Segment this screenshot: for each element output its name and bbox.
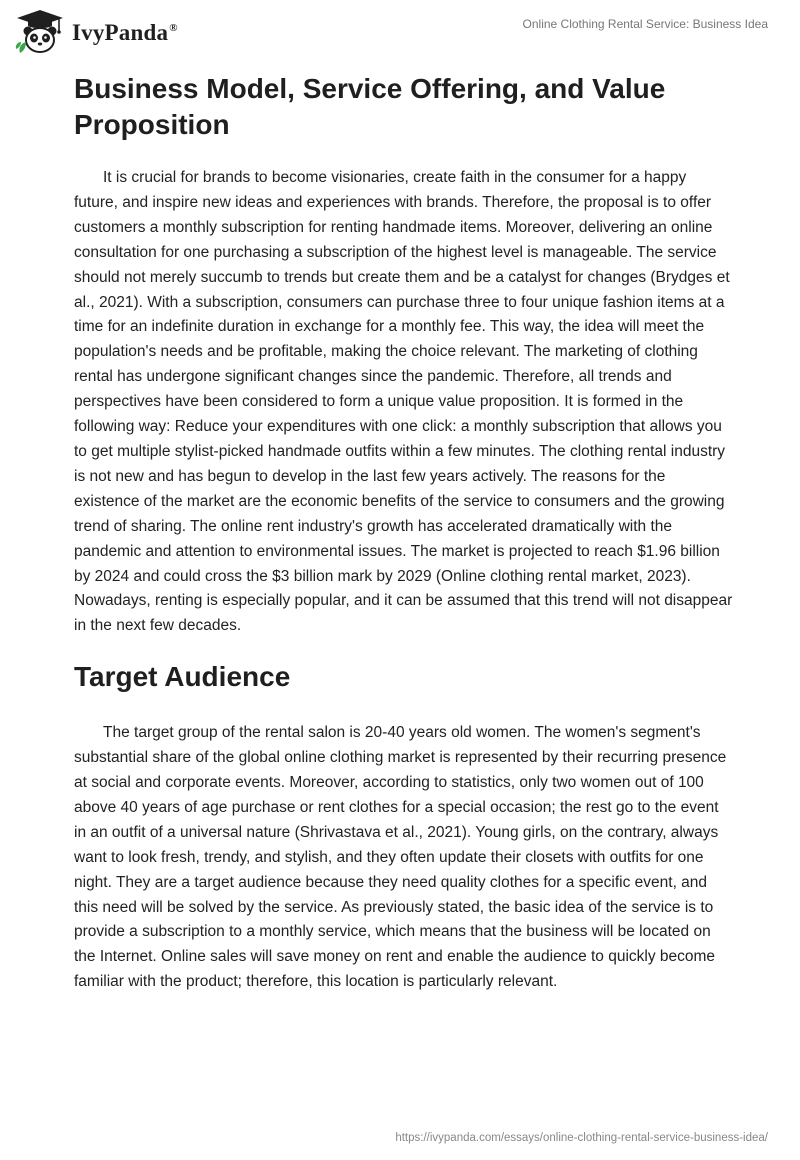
section-heading-business-model: Business Model, Service Offering, and Value Proposition xyxy=(74,73,666,140)
page-header xyxy=(0,0,800,60)
section-paragraph-target-audience: The target group of the rental salon is 20-40 years old women. The women's segment's substantial share of the global online clothing market is represented by their recurring presence at social and corporate events. Moreover, according to statistics, only two women out of 100 above 40 years of age purchase or rent clothes for a special occasion; the rest go to the event in an outfit of a universal nature (Shrivastava et al., 2021). Young girls, on the contrary, always want to look fresh, trendy, and stylish, and they often update their closets with outfits for one night. They are a target audience because they need quality clothes for a specific event, and this need will be solved by the service. As previously stated, the basic idea of the service is to provide a subscription to a monthly service, which means that the business will be located on the Internet. Online sales will save money on rent and enable the audience to quickly become familiar with the product; therefore, this location is particularly relevant. xyxy=(74,724,727,991)
section-paragraph-business-model: It is crucial for brands to become visionaries, create faith in the consumer for a happy future, and inspire new ideas and experiences with brands. Therefore, the proposal is to offer customers a monthly subscription for renting handmade items. Moreover, delivering an online consultation for one purchasing a subscription of the highest level is manageable. The service should not merely succumb to trends but create them and be a catalyst for changes (Brydges et al., 2021). With a subscription, consumers can purchase three to four unique fashion items at a time for an indefinite duration in exchange for a monthly fee. This way, the idea will meet the population's needs and be profitable, making the choice relevant. The marketing of clothing rental has undergone significant changes since the pandemic. Therefore, all trends and perspectives have been considered to form a unique value proposition. It is formed in the following way: Reduce your expenditures with one click: a monthly subscription that allows you to get multiple stylist-picked handmade outfits within a few minutes. The clothing rental industry is not new and has begun to develop in the last few years actively. The reasons for the existence of the market are the economic benefits of the service to consumers and the growing trend of sharing. The online rent industry's growth has accelerated dramatically with the pandemic and attention to environmental issues. The market is projected to reach $1.96 billion by 2024 and could cross the $3 billion mark by 2029 (Online clothing rental market, 2023). Nowadays, renting is especially popular, and it can be assumed that this trend will not disappear in the next few decades. xyxy=(74,169,733,635)
source-url-link[interactable]: https://ivypanda.com/essays/online-clothing-rental-service-business-idea/ xyxy=(395,1132,768,1144)
section-heading-target-audience: Target Audience xyxy=(74,661,291,693)
document-title: Online Clothing Rental Service: Business Idea xyxy=(522,17,768,31)
logo-wordmark: IvyPanda® xyxy=(72,20,178,45)
ivypanda-logo[interactable] xyxy=(14,9,214,55)
essay-content xyxy=(74,71,734,995)
panda-graduate-icon xyxy=(14,9,66,55)
